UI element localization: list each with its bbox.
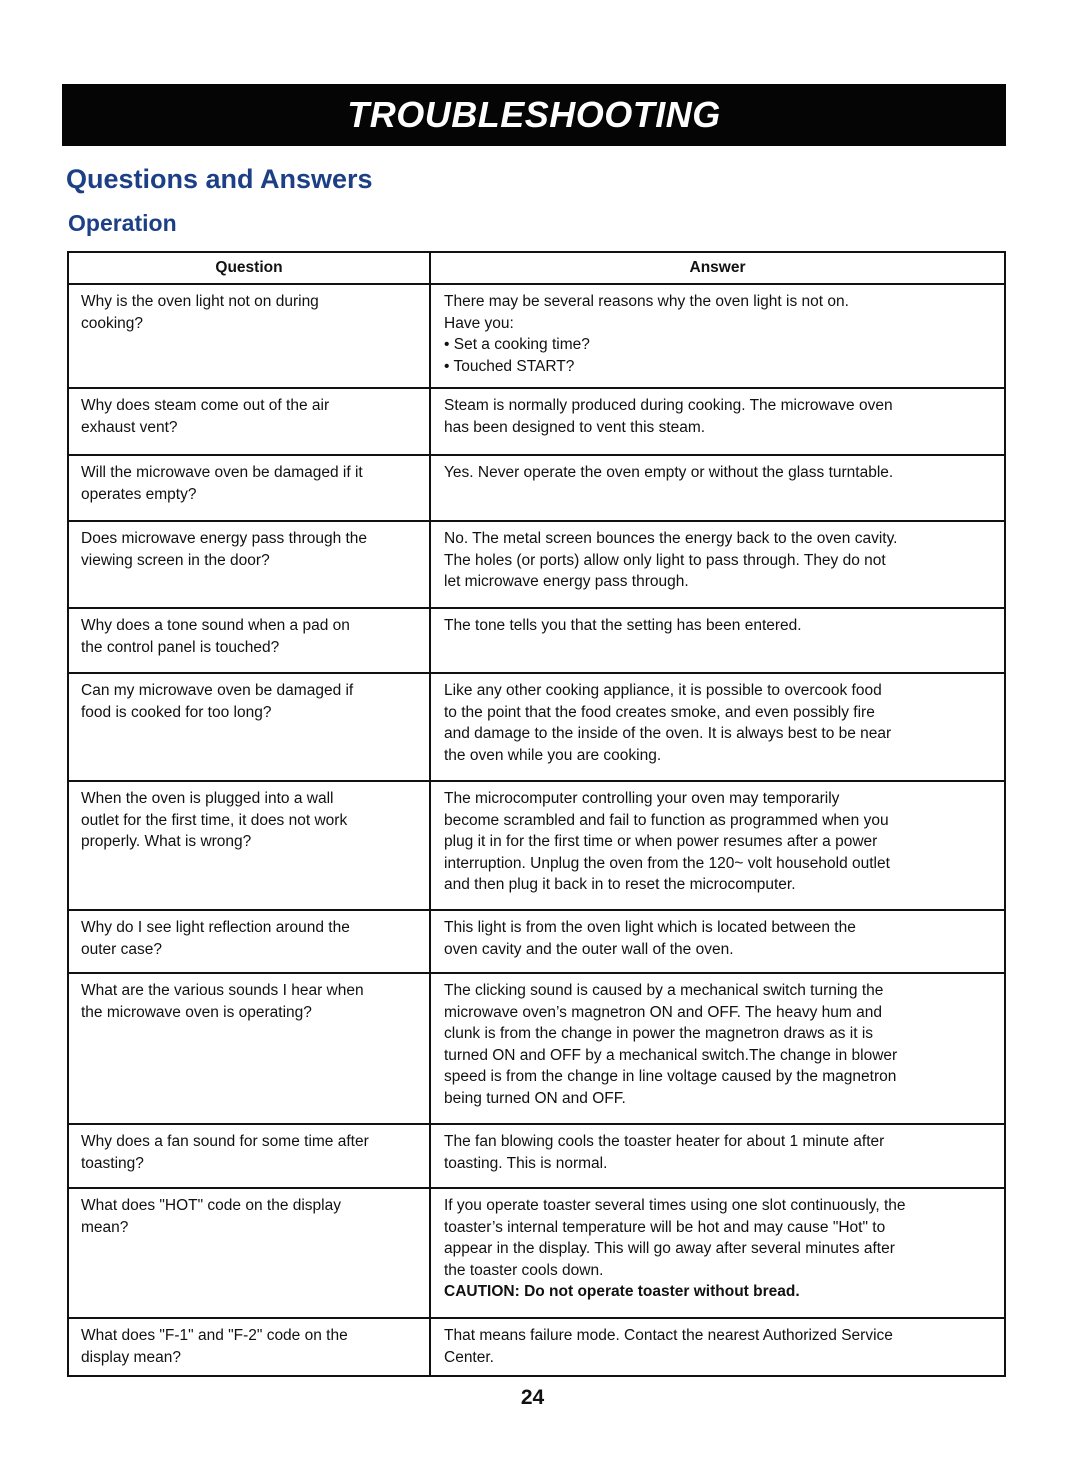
answer-text-line: The fan blowing cools the toaster heater for about 1 minute after <box>444 1133 885 1150</box>
answer-cell <box>430 910 1005 973</box>
answer-text-line: There may be several reasons why the oven light is not on. <box>444 293 849 310</box>
table-row <box>68 1124 1005 1188</box>
question-text-line: Why does steam come out of the air <box>81 397 330 414</box>
question-text-line: display mean? <box>81 1348 181 1366</box>
question-text-line: properly. What is wrong? <box>81 833 252 850</box>
question-cell <box>68 608 430 673</box>
table-row <box>68 388 1005 455</box>
table-row <box>68 455 1005 521</box>
answer-text-line: microwave oven’s magnetron ON and OFF. The heavy hum and <box>444 1003 882 1021</box>
question-text-line: the microwave oven is operating? <box>81 1003 312 1021</box>
table-row <box>68 521 1005 608</box>
answer-text-line: to the point that the food creates smoke, and even possibly fire <box>444 703 875 721</box>
answer-text-line: being turned ON and OFF. <box>444 1089 626 1107</box>
answer-text-line: turned ON and OFF by a mechanical switch.The change in blower <box>444 1046 898 1064</box>
question-text-line: outlet for the first time, it does not work <box>81 811 348 829</box>
answer-text-line: the toaster cools down. <box>444 1261 604 1279</box>
table-row <box>68 781 1005 910</box>
answer-text-line: Yes. Never operate the oven empty or without the glass turntable. <box>444 464 894 481</box>
question-text-line: Why does a fan sound for some time after <box>81 1133 369 1150</box>
question-cell <box>68 781 430 910</box>
question-text-line: the control panel is touched? <box>81 638 280 656</box>
question-text-line: food is cooked for too long? <box>81 703 272 721</box>
question-text-line: Can my microwave oven be damaged if <box>81 682 354 699</box>
table-row <box>68 1318 1005 1376</box>
answer-text-line: speed is from the change in line voltage caused by the magnetron <box>444 1068 897 1085</box>
answer-cell <box>430 973 1005 1124</box>
answer-text-line: Like any other cooking appliance, it is possible to overcook food <box>444 682 882 699</box>
answer-cell <box>430 608 1005 673</box>
answer-text-line: oven cavity and the outer wall of the oven. <box>444 940 734 958</box>
question-text-line: operates empty? <box>81 485 197 503</box>
answer-text-line: The tone tells you that the setting has been entered. <box>444 617 802 634</box>
question-text-line: Why do I see light reflection around the <box>81 919 350 936</box>
answer-cell <box>430 781 1005 910</box>
page-number: 24 <box>520 1386 545 1409</box>
question-text-line: viewing screen in the door? <box>81 551 270 569</box>
question-text-line: Will the microwave oven be damaged if it <box>81 464 363 481</box>
table-row <box>68 673 1005 781</box>
answer-cell <box>430 1188 1005 1318</box>
answer-text-line: Steam is normally produced during cooking. The microwave oven <box>444 397 893 414</box>
table-row <box>68 284 1005 388</box>
question-text-line: What are the various sounds I hear when <box>81 982 364 999</box>
table-row <box>68 608 1005 673</box>
answer-text-line: has been designed to vent this steam. <box>444 418 706 436</box>
question-text-line: mean? <box>81 1218 129 1236</box>
qa-table <box>67 251 1006 1377</box>
answer-text-line: • Set a cooking time? <box>444 336 590 353</box>
caution-text: CAUTION: Do not operate toaster without bread. <box>444 1283 800 1300</box>
question-text-line: toasting? <box>81 1154 144 1172</box>
question-cell <box>68 521 430 608</box>
answer-text-line: The holes (or ports) allow only light to pass through. They do not <box>444 551 886 569</box>
answer-text-line: The clicking sound is caused by a mechanical switch turning the <box>444 982 884 999</box>
banner-title: TROUBLESHOOTING <box>347 94 721 135</box>
answer-text-line: This light is from the oven light which is located between the <box>444 919 856 936</box>
question-text-line: Why does a tone sound when a pad on <box>81 617 350 634</box>
answer-text-line: toaster’s internal temperature will be hot and may cause "Hot" to <box>444 1218 886 1236</box>
table-row <box>68 973 1005 1124</box>
question-text-line: When the oven is plugged into a wall <box>81 790 334 807</box>
question-cell <box>68 910 430 973</box>
answer-text-line: • Touched START? <box>444 357 575 375</box>
question-cell <box>68 455 430 521</box>
question-text-line: outer case? <box>81 940 162 958</box>
answer-text-line: clunk is from the change in power the magnetron draws as it is <box>444 1025 874 1042</box>
question-text-line: What does "F-1" and "F-2" code on the <box>81 1327 348 1344</box>
answer-cell <box>430 455 1005 521</box>
qa-table-body <box>68 284 1005 1376</box>
question-cell <box>68 388 430 455</box>
answer-text-line: and damage to the inside of the oven. It is always best to be near <box>444 725 892 742</box>
question-text-line: Does microwave energy pass through the <box>81 530 368 547</box>
answer-cell <box>430 388 1005 455</box>
question-text-line: Why is the oven light not on during <box>81 293 319 310</box>
answer-text-line: the oven while you are cooking. <box>444 746 662 764</box>
answer-text-line: No. The metal screen bounces the energy back to the oven cavity. <box>444 530 898 547</box>
answer-cell <box>430 284 1005 388</box>
question-column-header: Question <box>68 252 430 284</box>
question-cell <box>68 673 430 781</box>
question-text-line: exhaust vent? <box>81 418 178 436</box>
answer-text-line: become scrambled and fail to function as programmed when you <box>444 811 889 829</box>
question-text-line: What does "HOT" code on the display <box>81 1197 341 1214</box>
answer-text-line: let microwave energy pass through. <box>444 573 689 590</box>
section-title: Questions and Answers <box>66 164 373 194</box>
answer-cell <box>430 521 1005 608</box>
answer-column-header: Answer <box>430 252 1005 284</box>
question-text-line: cooking? <box>81 314 144 332</box>
answer-text-line: interruption. Unplug the oven from the 120~ volt household outlet <box>444 854 890 872</box>
subsection-title: Operation <box>68 210 177 236</box>
question-cell <box>68 1318 430 1376</box>
answer-cell <box>430 1124 1005 1188</box>
question-cell <box>68 1124 430 1188</box>
answer-text-line: toasting. This is normal. <box>444 1154 608 1172</box>
answer-text-line: and then plug it back in to reset the microcomputer. <box>444 876 796 893</box>
answer-text-line: Have you: <box>444 314 514 332</box>
table-row <box>68 1188 1005 1318</box>
answer-text-line: Center. <box>444 1348 494 1366</box>
table-row <box>68 910 1005 973</box>
answer-cell <box>430 1318 1005 1376</box>
table-header-row <box>68 252 1005 284</box>
answer-text-line: The microcomputer controlling your oven may temporarily <box>444 790 840 807</box>
answer-text-line: appear in the display. This will go away after several minutes after <box>444 1240 895 1257</box>
question-cell <box>68 284 430 388</box>
answer-text-line: plug it in for the first time or when power resumes after a power <box>444 833 878 850</box>
answer-cell <box>430 673 1005 781</box>
answer-text-line: If you operate toaster several times using one slot continuously, the <box>444 1197 906 1214</box>
question-cell <box>68 1188 430 1318</box>
question-cell <box>68 973 430 1124</box>
title-banner <box>62 84 1006 146</box>
answer-text-line: That means failure mode. Contact the nearest Authorized Service <box>444 1327 893 1344</box>
